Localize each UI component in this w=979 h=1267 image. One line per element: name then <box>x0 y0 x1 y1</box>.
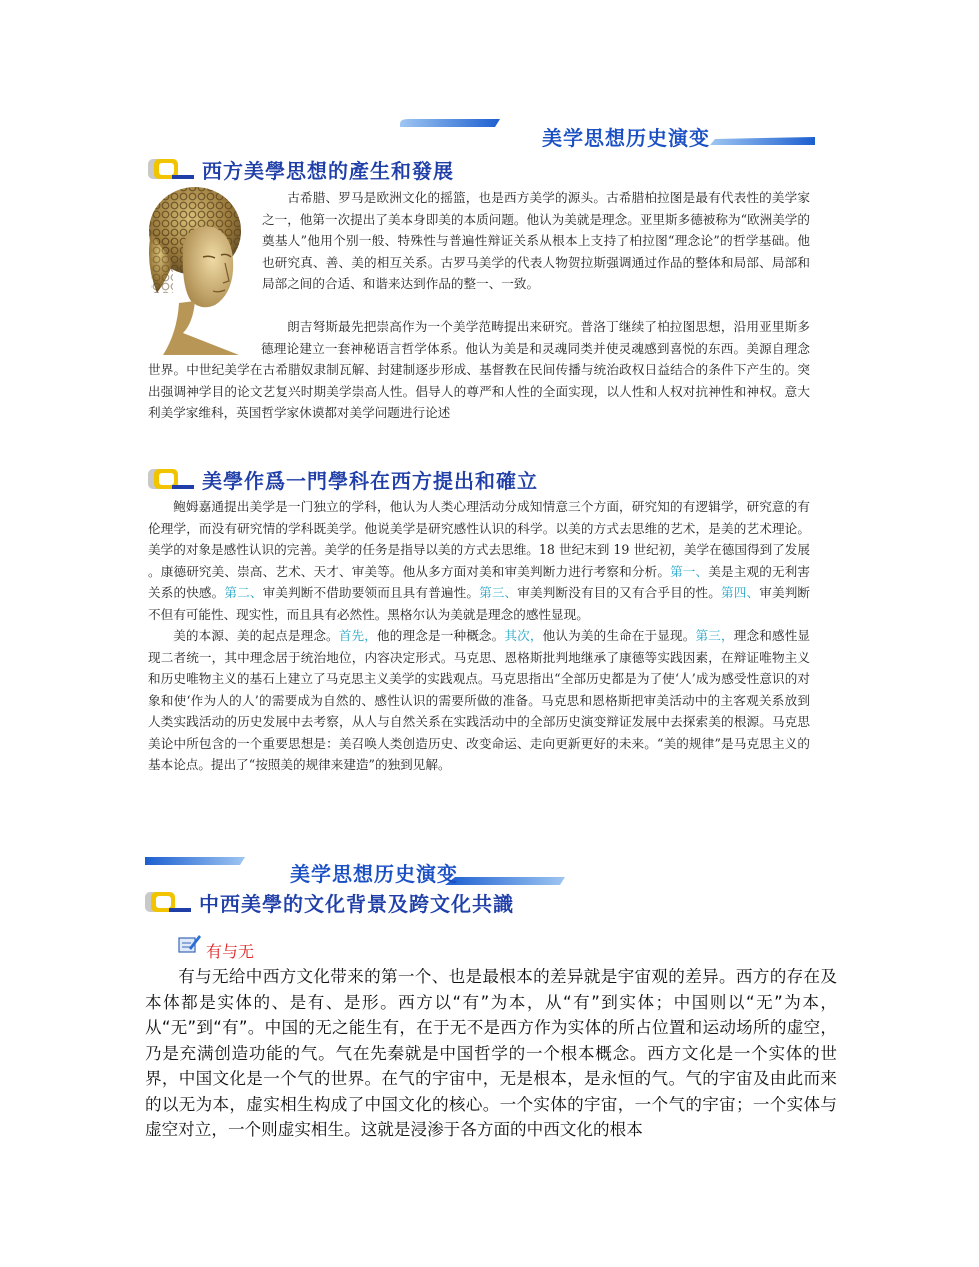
text-run: 美是主观的无利害关系的快感。 <box>148 563 811 600</box>
text-run: 他的理念是一种概念。 <box>377 628 505 643</box>
text-run: 审美判断不借助要领而且具有普遍性。 <box>262 585 480 600</box>
paragraph-text: 朗吉弩斯最先把崇高作为一个美学范畴提出来研究。普洛丁继续了柏拉图思想，沿用亚里斯多德理论建立一套神秘语言哲学体系。他认为美是和灵魂同类并使灵魂感到喜悦的东西。美源自理念世界。中世纪美学在古希腊奴隶制瓦解、封建制逐步形成、基督教在民间传播与统治政权日益结合的条件下产生的。突出强调神学目的论文艺复兴时期美学崇高人性。倡导人的尊严和人性的全面实现，以人性和人权对抗神性和神权。意大利美学家维科，英国哲学家休谟都对美学问题进行论述 <box>148 319 810 420</box>
highlight-ordinal: 第三、 <box>479 585 518 600</box>
text-run: 鲍姆嘉通提出美学是一门独立的学科，他认为人类心理活动分成知情意三个方面，研究知的有逻辑学，研究意的有伦理学，而没有研究情的学科既美学。他说美学是研究感性认识的科学。以美的方式去思维的艺术，是美的艺术理论。美学的对象是感性认识的完善。美学的任务是指导以美的方式去思维。18 世纪末到 19 世纪初，美学在德国得到了发展 。康德研究美、崇高、艺术、天才、审美等。他从多方面对美和审美判断力进行考察和分析。 <box>148 499 810 579</box>
section-heading-2 <box>148 465 568 495</box>
section3-body <box>145 964 837 1143</box>
paragraph-text: 有与无给中西方文化带来的第一个、也是最根本的差异就是宇宙观的差异。西方的存在及本体都是实体的、是有、是形。西方以“有”为本，从“有”到实体；中国则以“无”为本，从“无”到“有”。中国的无之能生有，在于无不是西方作为实体的所占位置和运动场所的虚空，乃是充满创造功能的气。气在先秦就是中国哲学的一个根本概念。西方文化是一个实体的世界，中国文化是一个气的世界。在气的宇宙中，无是根本，是永恒的气。气的宇宙及由此而来的以无为本，虚实相生构成了中国文化的核心。一个实体的宇宙，一个气的宇宙；一个实体与虚空对立，一个则虚实相生。这就是浸渗于各方面的中西文化的根本 <box>145 967 837 1139</box>
text-run: 审美判断不但有可能性、现实性，而且具有必然性。黑格尔认为美就是理念的感性显现。 <box>148 585 811 622</box>
banner-title: 美学思想历史演变 <box>542 126 710 150</box>
text-run: 他认为美的生命在于显现。 <box>542 628 696 643</box>
highlight-ordinal: 首先， <box>338 628 378 643</box>
section-title: 中西美學的文化背景及跨文化共識 <box>199 892 514 916</box>
paragraph-wrap <box>148 316 810 424</box>
section1-paragraph-1 <box>262 187 810 295</box>
section1-paragraph-2 <box>148 316 810 424</box>
subsection-title: 有与无 <box>206 942 255 961</box>
section-title: 美學作爲一門學科在西方提出和確立 <box>202 469 538 493</box>
highlight-ordinal: 第一、 <box>670 563 709 579</box>
section2-paragraph-2 <box>148 625 810 776</box>
section2-body <box>148 496 810 776</box>
highlight-ordinal: 第三， <box>695 628 734 643</box>
note-icon <box>177 934 201 954</box>
section-heading-1 <box>148 155 568 185</box>
paragraph-text: 古希腊、罗马是欧洲文化的摇篮，也是西方美学的源头。古希腊柏拉图是最有代表性的美学家之一，他第一次提出了美本身即美的本质问题。他认为美就是理念。亚里斯多德被称为“欧洲美学的奠基人”他用个别一般、特殊性与普遍性辩证关系从根本上支持了柏拉图“理念论”的哲学基础。他也研究真、善、美的相互关系。古罗马美学的代表人物贺拉斯强调通过作品的整体和局部、局部和局部之间的合适、和谐来达到作品的整一、一致。 <box>262 190 810 291</box>
heading-tab-icon <box>145 890 191 914</box>
image-float-spacer <box>148 316 261 359</box>
heading-tab-icon <box>148 157 194 181</box>
banner-title: 美学思想历史演变 <box>290 862 458 886</box>
text-run: 美的本源、美的起点是理念。 <box>173 628 339 643</box>
heading-tab-icon <box>148 467 194 491</box>
section-heading-3 <box>145 888 565 918</box>
highlight-ordinal: 第二、 <box>224 585 263 600</box>
highlight-ordinal: 其次， <box>504 628 543 643</box>
text-run: 审美判断没有目的又有合乎目的性。 <box>517 585 722 600</box>
section-title: 西方美學思想的產生和發展 <box>202 159 454 183</box>
text-run: 理念和感性显现二者统一，其中理念居于统治地位，内容决定形式。马克思、恩格斯批判地继承了康德等实践因素，在辩证唯物主义和历史唯物主义的基石上建立了马克思主义美学的实践观点。马克思指出“全部历史都是为了使‘人’成为感受性意识的对象和使‘作为人的人’的需要成为自然的、感性认识的需要所做的准备。马克思和恩格斯把审美活动中的主客观关系放到人类实践活动的历史发展中去考察，从人与自然关系在实践活动中的全部历史演变辩证发展中去探索美的根源。马克思美论中所包含的一个重要思想是：美召唤人类创造历史、改变命运、走向更新更好的未来。“美的规律”是马克思主义的基本论点。提出了“按照美的规律来建造”的独到见解。 <box>148 628 811 772</box>
highlight-ordinal: 第四、 <box>721 585 760 600</box>
section2-paragraph-1 <box>148 496 810 625</box>
